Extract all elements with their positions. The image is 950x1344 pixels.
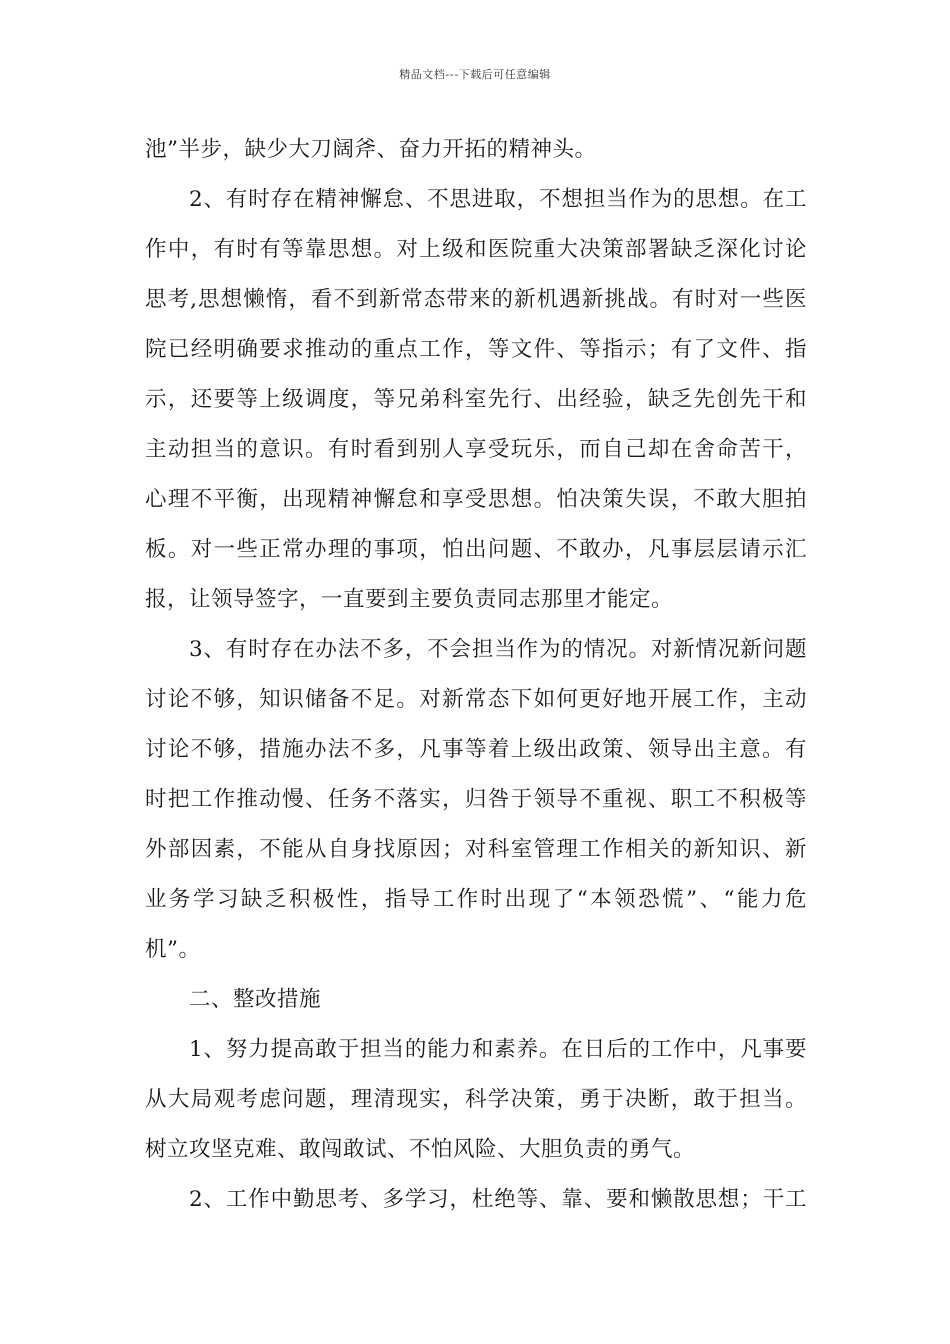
text-line: 讨论不够，知识储备不足。对新常态下如何更好地开展工作，主动 <box>145 687 807 712</box>
text-line: 讨论不够，措施办法不多，凡事等着上级出政策、领导出主意。有 <box>145 737 807 762</box>
text-line: 池”半步，缺少大刀阔斧、奋力开拓的精神头。 <box>145 137 597 162</box>
text-line: 机”。 <box>145 937 201 962</box>
text-line: 2、工作中勤思考、多学习，杜绝等、靠、要和懒散思想；干工 <box>189 1187 807 1212</box>
text-line: 二、整改措施 <box>189 987 322 1012</box>
text-line: 思考,思想懒惰，看不到新常态带来的新机遇新挑战。有时对一些医 <box>145 287 807 312</box>
text-line: 时把工作推动慢、任务不落实，归咎于领导不重视、职工不积极等 <box>145 787 807 812</box>
text-line: 外部因素，不能从自身找原因；对科室管理工作相关的新知识、新 <box>145 837 807 862</box>
text-line: 1、努力提高敢于担当的能力和素养。在日后的工作中，凡事要 <box>189 1037 807 1062</box>
document-body <box>145 125 807 1225</box>
text-line: 报，让领导签字，一直要到主要负责同志那里才能定。 <box>145 587 674 612</box>
text-line: 心理不平衡，出现精神懈怠和享受思想。怕决策失误，不敢大胆拍 <box>145 487 807 512</box>
text-line: 主动担当的意识。有时看到别人享受玩乐，而自己却在舍命苦干， <box>145 437 807 462</box>
text-line: 2、有时存在精神懈怠、不思进取，不想担当作为的思想。在工 <box>189 187 807 212</box>
text-line: 作中，有时有等靠思想。对上级和医院重大决策部署缺乏深化讨论 <box>145 237 807 262</box>
text-line: 业务学习缺乏积极性，指导工作时出现了“本领恐慌”、“能力危 <box>145 887 807 912</box>
text-line: 院已经明确要求推动的重点工作，等文件、等指示；有了文件、指 <box>145 337 807 362</box>
text-line: 3、有时存在办法不多，不会担当作为的情况。对新情况新问题 <box>189 637 807 662</box>
text-line: 树立攻坚克难、敢闯敢试、不怕风险、大胆负责的勇气。 <box>145 1137 696 1162</box>
page-header: 精品文档---下载后可任意编辑 <box>399 68 551 81</box>
text-line: 板。对一些正常办理的事项，怕出问题、不敢办，凡事层层请示汇 <box>145 537 807 562</box>
text-line: 从大局观考虑问题，理清现实，科学决策，勇于决断，敢于担当。 <box>145 1087 807 1112</box>
text-line: 示，还要等上级调度，等兄弟科室先行、出经验，缺乏先创先干和 <box>145 387 807 412</box>
